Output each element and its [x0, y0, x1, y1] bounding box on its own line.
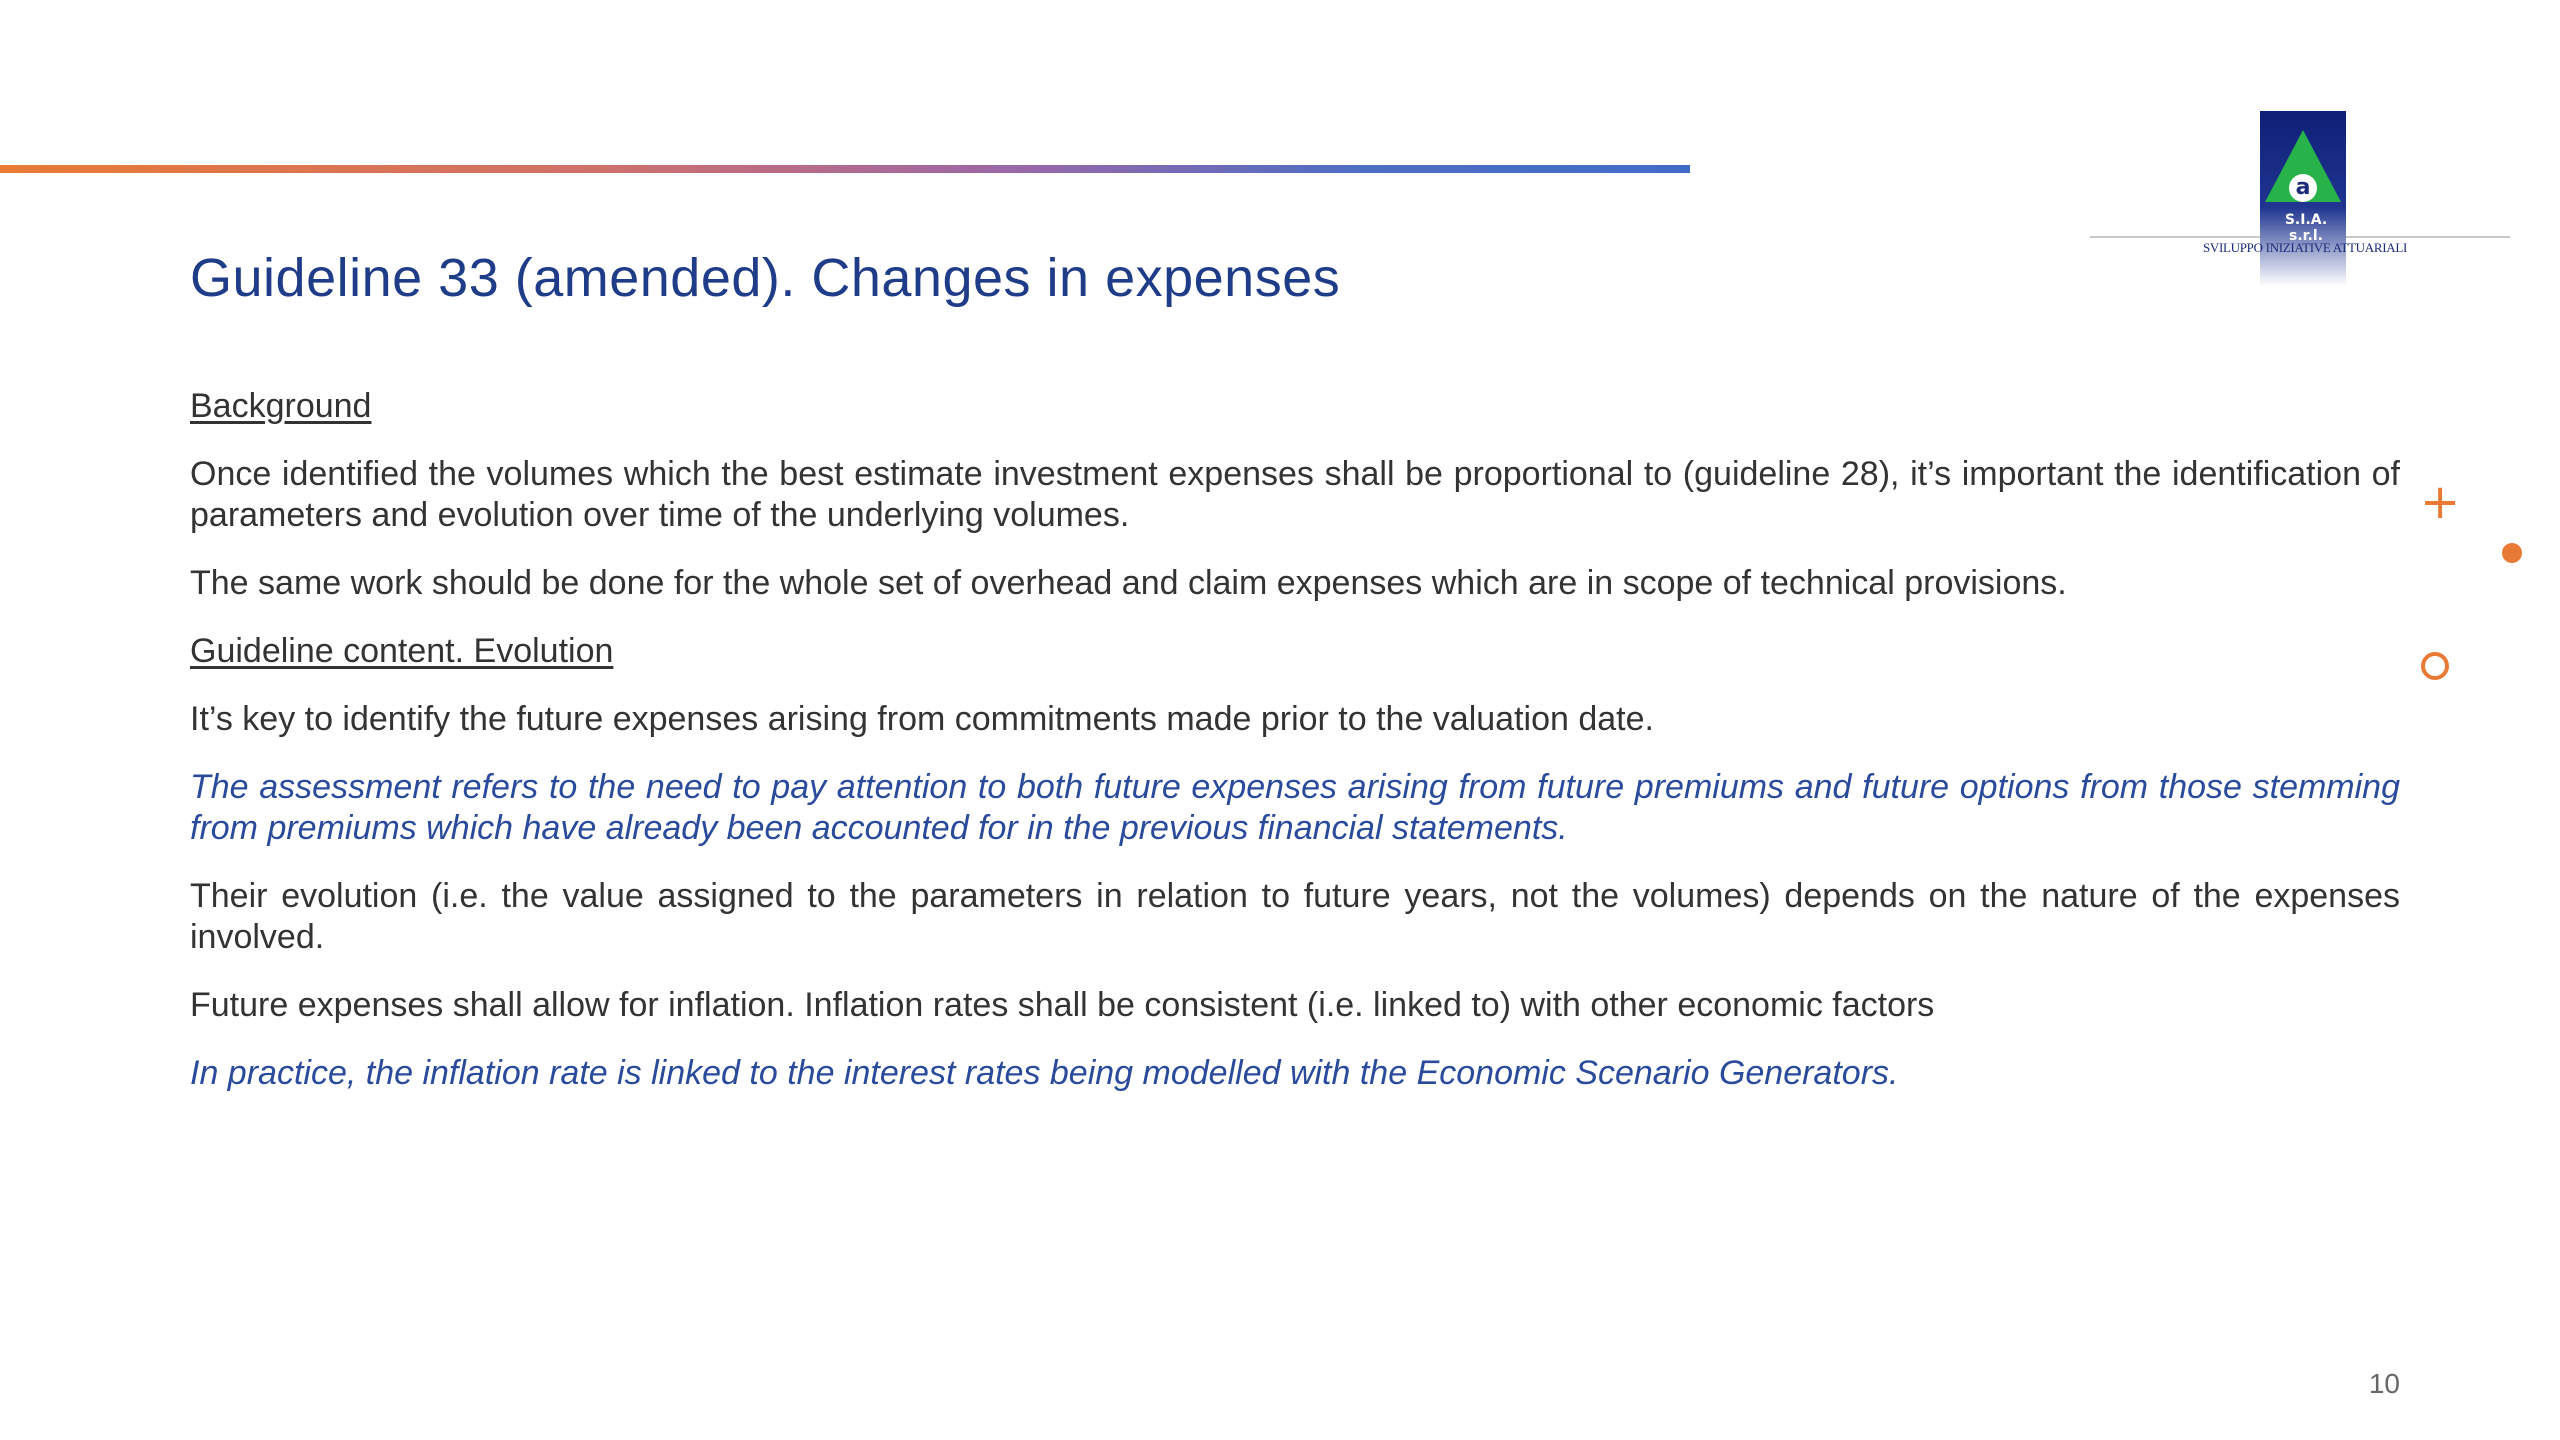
dot-icon: [2502, 543, 2522, 563]
header-gradient-rule: [0, 165, 1690, 173]
plus-icon: +: [2420, 474, 2461, 530]
logo-letter: a: [2289, 174, 2317, 202]
page-number: 10: [2368, 1368, 2400, 1399]
guideline-content-heading: Guideline content. Evolution: [190, 632, 614, 670]
content-paragraph-4: Future expenses shall allow for inflation. Inflation rates shall be consistent (i.e. linked to) with other economic factors: [190, 986, 1935, 1024]
background-paragraph-2: The same work should be done for the whole set of overhead and claim expenses which are in scope of technical provisions.: [190, 564, 2067, 602]
content-paragraph-3: Their evolution (i.e. the value assigned to the parameters in relation to future years, not the volumes) depends on the nature of the expenses involved.: [190, 877, 2400, 956]
ring-icon: [2421, 652, 2449, 680]
background-paragraph-1: Once identified the volumes which the best estimate investment expenses shall be proportional to (guideline 28), it’s important the identification of parameters and evolution over time of the underlying volumes.: [190, 455, 2400, 534]
company-logo: [2090, 108, 2510, 298]
content-paragraph-5-emphasis: In practice, the inflation rate is linked to the interest rates being modelled with the Economic Scenario Generators.: [190, 1054, 1899, 1092]
background-heading: Background: [190, 387, 372, 425]
content-paragraph-1: It’s key to identify the future expenses arising from commitments made prior to the valuation date.: [190, 700, 1654, 738]
slide-title: Guideline 33 (amended). Changes in expenses: [190, 248, 1341, 308]
slide-body: [190, 386, 2400, 1121]
logo-name: S.I.A. s.r.l.: [2284, 212, 2328, 244]
logo-tagline: SVILUPPO INIZIATIVE ATTUARIALI: [2202, 240, 2408, 255]
content-paragraph-2-emphasis: The assessment refers to the need to pay attention to both future expenses arising from future premiums and future options from those stemming from premiums which have already been accounted for in the previous financial statements.: [190, 768, 2400, 847]
